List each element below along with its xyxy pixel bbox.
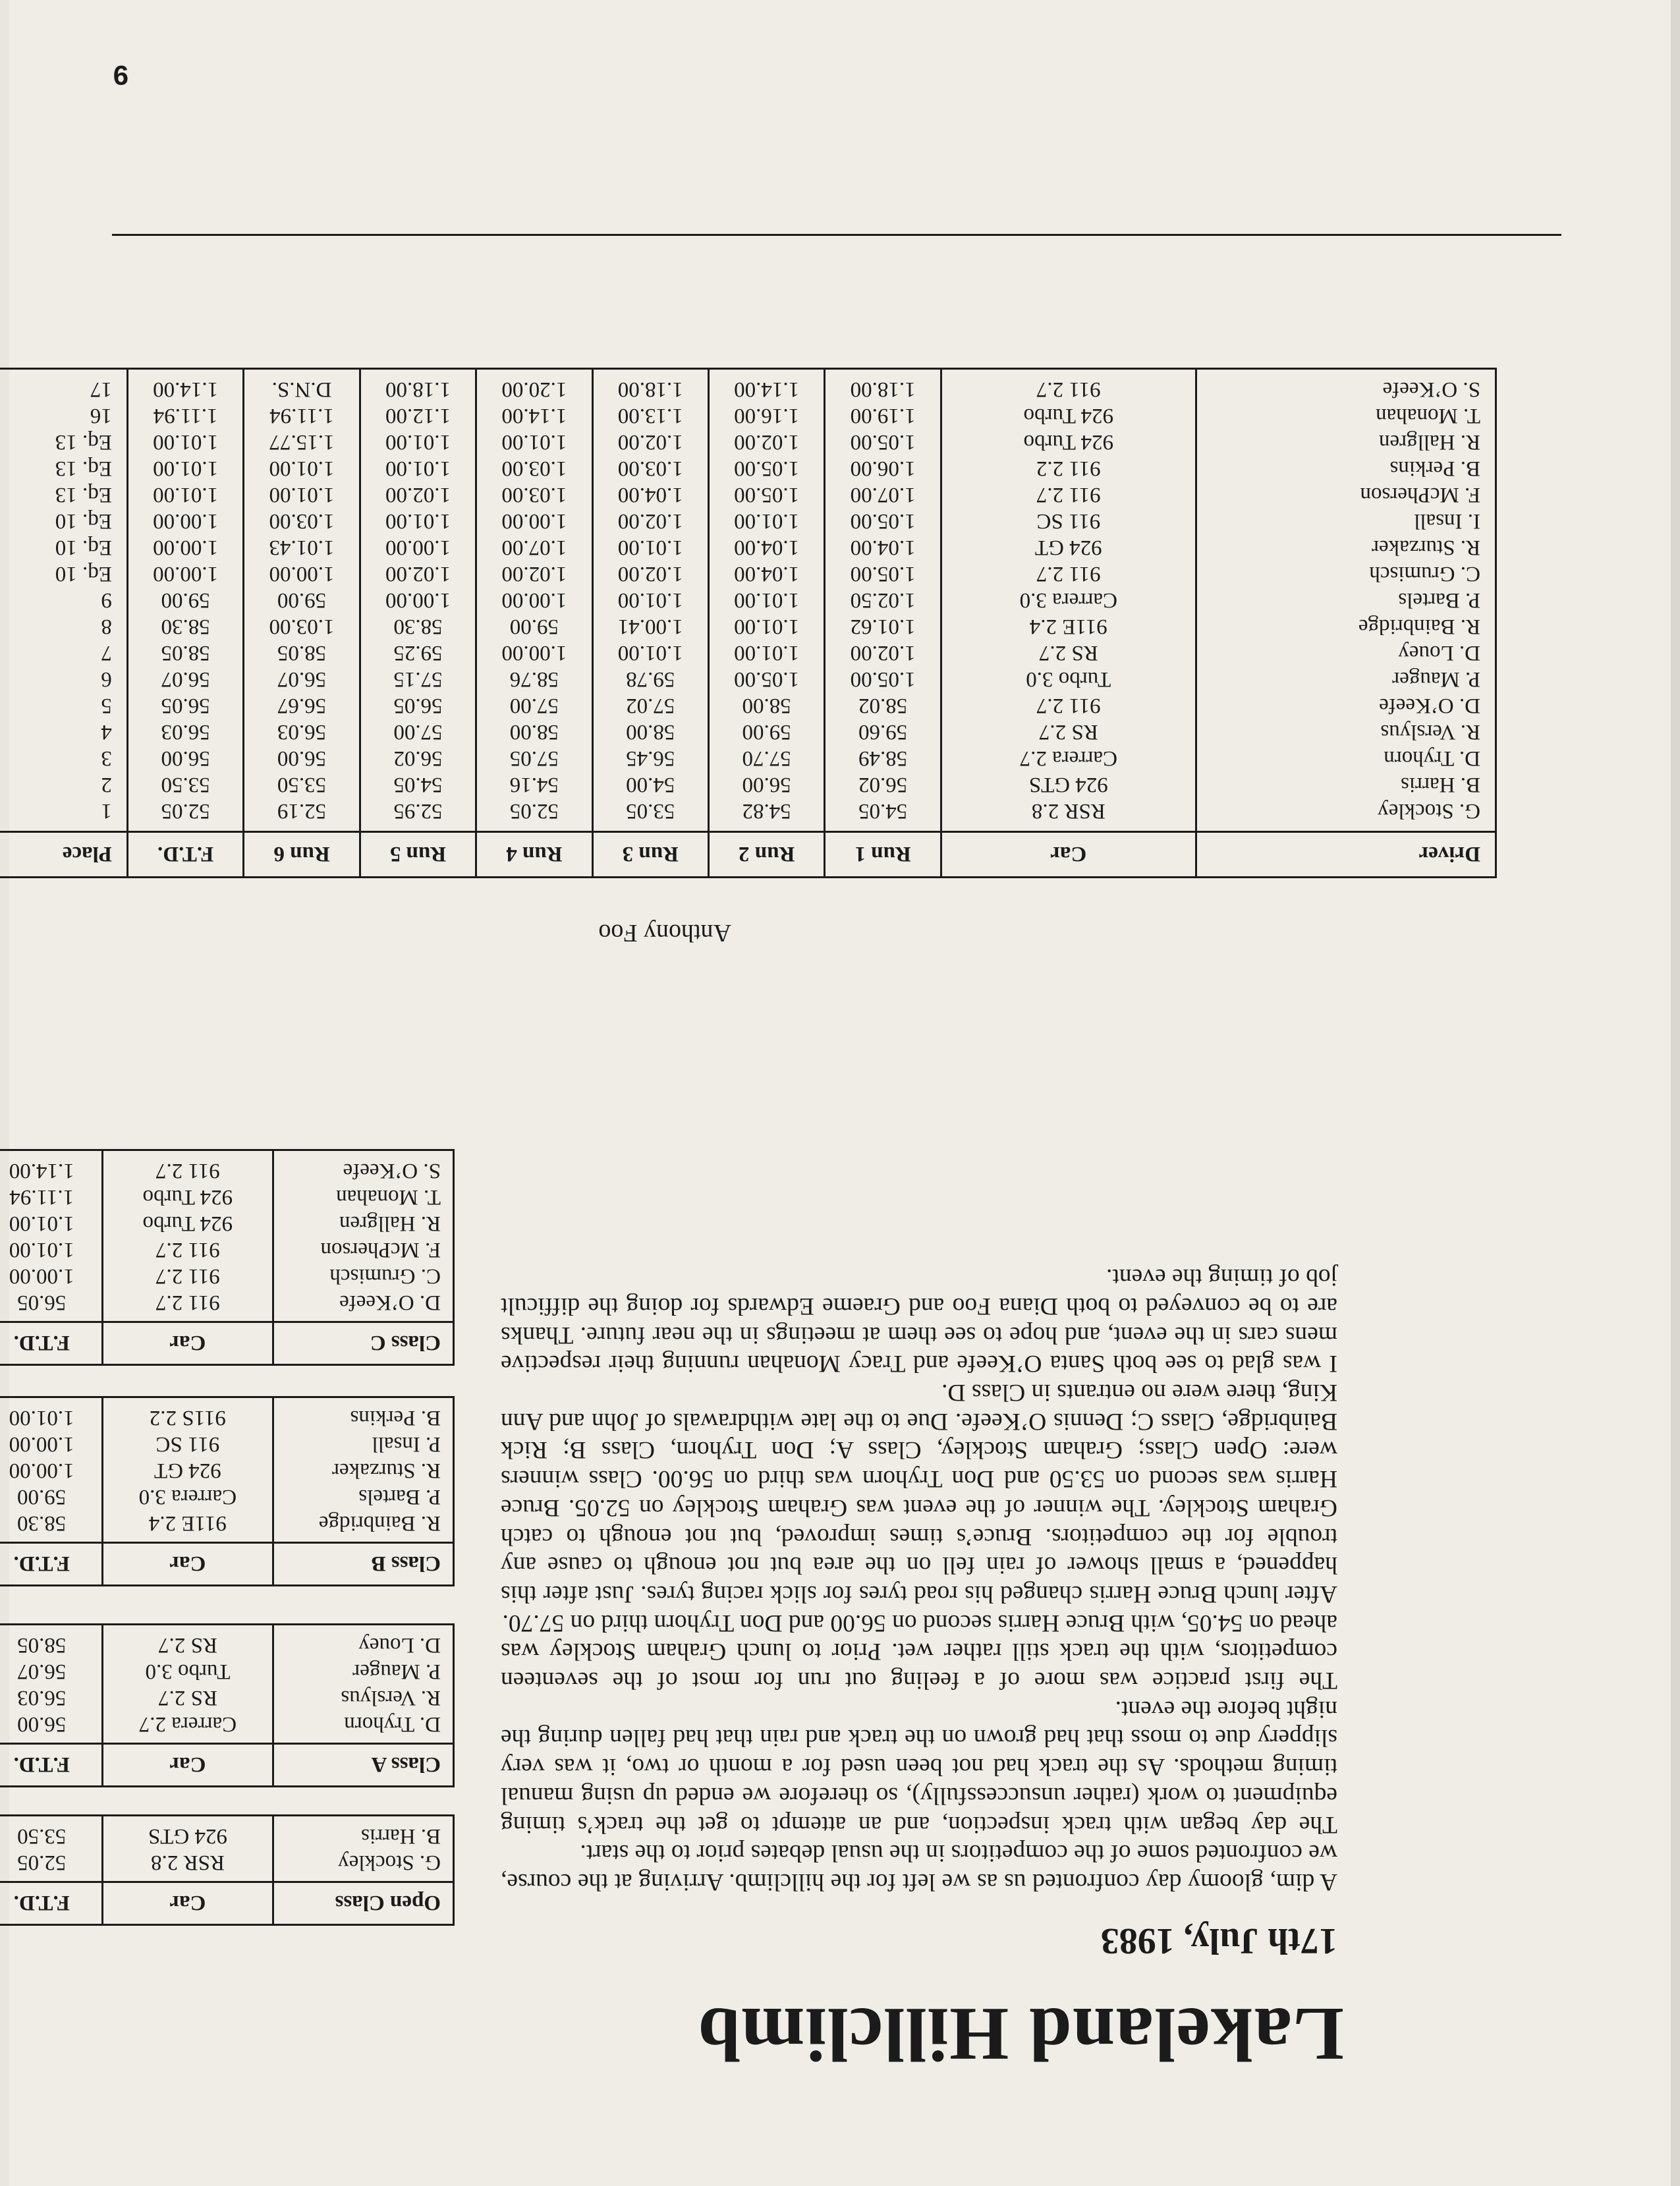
table-cell: RS 2.7 [102, 1685, 273, 1711]
table-cell: 1.01.00 [0, 1397, 102, 1432]
table-cell: 1.01.00 [360, 455, 476, 482]
table-cell: Turbo 3.0 [102, 1658, 273, 1685]
table-cell: 52.05 [0, 1849, 103, 1882]
table-cell: 1.03.00 [244, 613, 360, 640]
table-cell: 1.01.00 [244, 482, 360, 508]
table-cell: 9 [0, 587, 127, 613]
table-cell: 1.07.00 [476, 534, 592, 561]
table-cell: 56.00 [0, 1711, 102, 1744]
table-cell: Eq. 10 [0, 534, 127, 561]
column-header: Class A [273, 1744, 453, 1787]
table-cell: 911 2.7 [102, 1237, 273, 1263]
table-row [0, 1150, 454, 1185]
table-cell: 57.05 [476, 745, 592, 771]
table-row [0, 1210, 454, 1237]
table-cell: 911 2.7 [102, 1289, 273, 1322]
table-cell: G. Stockley [1378, 799, 1480, 823]
page-number: 9 [113, 60, 128, 91]
table-cell: 911 2.7 [102, 1263, 273, 1289]
table-cell: 911 2.2 [941, 455, 1196, 482]
table-cell: 59.00 [476, 613, 592, 640]
table-cell: 56.05 [360, 692, 476, 719]
column-header: Car [102, 1322, 273, 1365]
table-cell: 1.12.00 [360, 403, 476, 429]
table-cell: 1.01.00 [127, 482, 243, 508]
table-cell: 1.11.94 [244, 403, 360, 429]
table-cell: Carrera 2.7 [941, 745, 1196, 771]
table-cell: 56.02 [360, 745, 476, 771]
table-cell: Carrera 2.7 [102, 1711, 273, 1744]
article-body [501, 1263, 1337, 1896]
table-row [0, 1685, 454, 1711]
table-cell: R. Hallgren [1379, 430, 1480, 454]
table-cell: 1.00.00 [0, 1263, 102, 1289]
table-cell: 1.16.00 [708, 403, 824, 429]
table-cell: 1.05.00 [708, 455, 824, 482]
column-header: Place [0, 832, 127, 878]
column-header: Run 6 [244, 832, 360, 878]
table-cell: R. Verslyus [1380, 720, 1480, 744]
table-row [0, 771, 1496, 798]
table-cell: 56.00 [244, 745, 360, 771]
table-cell: C. Grumisch [1369, 562, 1480, 586]
table-row [0, 1397, 454, 1432]
table-row [0, 745, 1496, 771]
table-cell: R. Bainbridge [318, 1511, 441, 1535]
table-cell: 911 2.7 [102, 1150, 273, 1185]
table-header-row [0, 832, 1496, 878]
article-paragraph: The day began with track inspection, and an attempt to get the track’s timing equipment to work (rather unsuccessfully), so therefore we ended up using manual timing methods. As the track had not been used for a month or two, it was very slippery due to moss that had grown on the track and rain that had fallen during the night before the event. [501, 1695, 1337, 1838]
table-cell: T. Monahan [336, 1185, 441, 1209]
table-cell: 1.02.00 [592, 508, 708, 534]
table-row [0, 482, 1496, 508]
table-cell: 1.01.62 [825, 613, 941, 640]
column-header: Class B [273, 1543, 453, 1586]
table-cell: 1.00.00 [360, 534, 476, 561]
table-row [0, 369, 1496, 403]
table-cell: B. Harris [361, 1824, 441, 1848]
table-cell: 1.05.00 [825, 429, 941, 455]
table-row [0, 508, 1496, 534]
table-cell: 1.02.00 [708, 429, 824, 455]
table-cell: D. O’Keefe [1379, 694, 1480, 717]
table-cell: 1.00.00 [476, 587, 592, 613]
table-cell: 1.14.00 [708, 369, 824, 403]
table-header-row [0, 1744, 454, 1787]
table-cell: 1.18.00 [360, 369, 476, 403]
table-cell: S. O’Keefe [1382, 378, 1480, 401]
table-cell: 1.14.00 [476, 403, 592, 429]
table-cell: 58.00 [708, 692, 824, 719]
table-cell: 58.49 [825, 745, 941, 771]
table-cell: 1.02.00 [476, 561, 592, 587]
table-cell: 1.05.00 [825, 666, 941, 692]
table-cell: 56.00 [127, 745, 243, 771]
table-cell: 56.03 [0, 1685, 102, 1711]
table-cell: 52.05 [476, 798, 592, 832]
column-header: Run 4 [476, 832, 592, 878]
table-cell: R. Sturzaker [1372, 536, 1480, 559]
table-cell: 2 [0, 771, 127, 798]
table-cell: R. Bainbridge [1358, 615, 1480, 638]
table-cell: 924 Turbo [941, 403, 1196, 429]
table-cell: 1.18.00 [592, 369, 708, 403]
class-a-table [0, 1623, 455, 1787]
table-row [0, 1431, 454, 1457]
column-header: Run 3 [592, 832, 708, 878]
table-cell: 59.25 [360, 640, 476, 666]
table-cell: S. O’Keefe [343, 1159, 441, 1183]
table-cell: 1.03.00 [592, 455, 708, 482]
table-cell: I. Insall [1414, 509, 1480, 533]
event-date: 17th July, 1983 [1100, 1920, 1337, 1961]
table-cell: 911S 2.2 [102, 1397, 273, 1432]
table-header-row [0, 1322, 454, 1365]
table-cell: 1.04.00 [708, 534, 824, 561]
column-header: Car [941, 832, 1196, 878]
table-row [0, 1184, 454, 1210]
table-cell: RS 2.7 [941, 640, 1196, 666]
table-row [0, 692, 1496, 719]
table-row [0, 798, 1496, 832]
table-cell: RSR 2.8 [103, 1849, 273, 1882]
table-cell: 1.05.00 [825, 561, 941, 587]
table-cell: 58.30 [360, 613, 476, 640]
table-cell: 56.45 [592, 745, 708, 771]
table-cell: F. McPherson [320, 1238, 441, 1262]
table-cell: 1.11.94 [127, 403, 243, 429]
table-cell: 1.02.00 [825, 640, 941, 666]
column-header: Car [102, 1543, 273, 1586]
table-cell: 56.07 [0, 1658, 102, 1685]
article-paragraph: The first practice was more of a feeling out run for most of the seventeen competitors, with the track still rather wet. Prior to lunch Graham Stockley was ahead on 54.05, with Bruce Harris second on 56.00 and Don Tryhorn third on 57.70. [501, 1609, 1337, 1695]
table-cell: Turbo 3.0 [941, 666, 1196, 692]
table-cell: 924 GT [941, 534, 1196, 561]
table-cell: 1.19.00 [825, 403, 941, 429]
table-cell: 1.02.00 [360, 482, 476, 508]
table-cell: 57.00 [476, 692, 592, 719]
table-row [0, 561, 1496, 587]
table-cell: 54.05 [360, 771, 476, 798]
column-header: Open Class [273, 1882, 453, 1925]
column-header: Class C [273, 1322, 453, 1365]
table-cell: 1.15.77 [244, 429, 360, 455]
author-signature: Anthony Foo [598, 919, 731, 947]
table-cell: Eq. 13 [0, 455, 127, 482]
table-cell: 1.01.00 [708, 640, 824, 666]
table-cell: 924 Turbo [102, 1184, 273, 1210]
table-cell: 54.05 [825, 798, 941, 832]
table-row [0, 613, 1496, 640]
table-cell: P. Bartels [1398, 588, 1480, 612]
table-cell: 1.02.00 [360, 561, 476, 587]
table-cell: 1.01.00 [0, 1237, 102, 1263]
table-cell: Eq. 13 [0, 482, 127, 508]
table-cell: 1.14.00 [0, 1150, 102, 1185]
table-cell: 924 GT [102, 1457, 273, 1484]
table-cell: 58.05 [0, 1625, 102, 1659]
column-header: F.T.D. [0, 1882, 103, 1925]
table-cell: 1.18.00 [825, 369, 941, 403]
table-cell: C. Grumisch [329, 1264, 441, 1288]
table-cell: 924 GTS [941, 771, 1196, 798]
table-cell: 1.00.00 [360, 587, 476, 613]
table-cell: 17 [0, 369, 127, 403]
table-row [0, 1237, 454, 1263]
table-row [0, 1849, 454, 1882]
column-header: F.T.D. [0, 1543, 102, 1586]
table-cell: B. Perkins [350, 1406, 441, 1430]
table-row [0, 534, 1496, 561]
table-row [0, 1658, 454, 1685]
table-cell: 1.02.50 [825, 587, 941, 613]
table-cell: RSR 2.8 [941, 798, 1196, 832]
table-cell: 58.76 [476, 666, 592, 692]
table-cell: 911 2.7 [941, 561, 1196, 587]
table-cell: RS 2.7 [941, 719, 1196, 745]
table-cell: 1.02.00 [592, 561, 708, 587]
page-title: Lakeland Hillclimb [697, 1992, 1344, 2076]
table-cell: 911 2.7 [941, 369, 1196, 403]
scan-edge-left [1671, 0, 1680, 2186]
table-cell: 52.19 [244, 798, 360, 832]
table-cell: 53.50 [0, 1816, 103, 1850]
table-cell: 924 Turbo [102, 1210, 273, 1237]
table-row [0, 1625, 454, 1659]
open-class-table [0, 1814, 455, 1926]
column-header: Car [102, 1744, 273, 1787]
table-cell: 56.07 [127, 666, 243, 692]
column-header: F.T.D. [127, 832, 243, 878]
table-cell: 58.00 [592, 719, 708, 745]
table-cell: 1.01.00 [244, 455, 360, 482]
table-cell: 1.00.00 [476, 640, 592, 666]
table-cell: 1.05.00 [708, 666, 824, 692]
table-cell: 52.95 [360, 798, 476, 832]
table-cell: 58.02 [825, 692, 941, 719]
table-cell: 1.01.00 [592, 640, 708, 666]
table-cell: 1.11.94 [0, 1184, 102, 1210]
table-cell: 58.30 [127, 613, 243, 640]
table-cell: 59.78 [592, 666, 708, 692]
table-cell: 1.01.00 [127, 429, 243, 455]
table-cell: G. Stockley [338, 1851, 441, 1874]
table-cell: 59.00 [244, 587, 360, 613]
table-cell: 56.03 [127, 719, 243, 745]
table-cell: 911 2.7 [941, 692, 1196, 719]
table-cell: 1.01.00 [360, 429, 476, 455]
table-cell: 57.02 [592, 692, 708, 719]
table-cell: 52.05 [127, 798, 243, 832]
table-cell: 59.60 [825, 719, 941, 745]
table-cell: Eq. 10 [0, 508, 127, 534]
table-cell: 1.05.00 [825, 508, 941, 534]
table-cell: 1.05.00 [708, 482, 824, 508]
table-row [0, 1457, 454, 1484]
column-header: Run 5 [360, 832, 476, 878]
table-cell: 1.00.00 [0, 1431, 102, 1457]
table-cell: 53.05 [592, 798, 708, 832]
table-cell: 59.00 [708, 719, 824, 745]
table-cell: 911E 2.4 [102, 1510, 273, 1543]
table-cell: P. Bartels [358, 1485, 441, 1509]
table-cell: P. Mauger [352, 1660, 441, 1683]
table-row [0, 1510, 454, 1543]
table-cell: 1.00.41 [592, 613, 708, 640]
table-cell: 1.07.00 [825, 482, 941, 508]
table-cell: 54.00 [592, 771, 708, 798]
table-cell: 1.13.00 [592, 403, 708, 429]
table-cell: 1.01.00 [592, 534, 708, 561]
table-cell: 1.04.00 [592, 482, 708, 508]
table-cell: 56.07 [244, 666, 360, 692]
table-cell: P. Insall [372, 1432, 441, 1456]
table-cell: Carrera 3.0 [941, 587, 1196, 613]
table-cell: 1 [0, 798, 127, 832]
table-row [0, 719, 1496, 745]
table-cell: 1.01.00 [360, 508, 476, 534]
table-cell: 53.50 [127, 771, 243, 798]
table-row [0, 403, 1496, 429]
table-cell: 1.01.00 [708, 613, 824, 640]
table-cell: 1.01.00 [127, 455, 243, 482]
class-c-table [0, 1149, 455, 1366]
table-cell: 58.05 [244, 640, 360, 666]
table-header-row [0, 1543, 454, 1586]
table-row [0, 640, 1496, 666]
table-cell: 1.01.00 [708, 508, 824, 534]
table-cell: D. Tryhorn [1384, 746, 1480, 770]
table-cell: 1.00.00 [127, 508, 243, 534]
table-row [0, 455, 1496, 482]
overall-results-table [0, 368, 1497, 878]
table-cell: 57.15 [360, 666, 476, 692]
table-cell: R. Verslyus [341, 1686, 441, 1710]
column-header: Run 1 [825, 832, 941, 878]
table-cell: T. Monahan [1376, 404, 1480, 428]
table-cell: 1.01.00 [476, 429, 592, 455]
column-header: F.T.D. [0, 1322, 102, 1365]
table-cell: Eq. 13 [0, 429, 127, 455]
table-cell: D. Louey [358, 1633, 441, 1657]
table-cell: 924 Turbo [941, 429, 1196, 455]
table-cell: D. O’Keefe [339, 1291, 441, 1314]
table-cell: R. Hallgren [339, 1212, 441, 1235]
table-cell: 59.00 [0, 1484, 102, 1510]
horizontal-rule [112, 234, 1561, 236]
table-cell: 56.67 [244, 692, 360, 719]
table-cell: 1.14.00 [127, 369, 243, 403]
table-cell: 911 SC [941, 508, 1196, 534]
table-cell: RS 2.7 [102, 1625, 273, 1659]
table-row [0, 587, 1496, 613]
table-cell: D.N.S. [244, 369, 360, 403]
class-b-table [0, 1396, 455, 1586]
table-row [0, 666, 1496, 692]
table-cell: 53.50 [244, 771, 360, 798]
table-cell: 1.00.00 [244, 561, 360, 587]
table-cell: Carrera 3.0 [102, 1484, 273, 1510]
table-cell: 1.01.00 [0, 1210, 102, 1237]
table-cell: 1.20.00 [476, 369, 592, 403]
column-header: F.T.D. [0, 1744, 102, 1787]
table-cell: 56.05 [127, 692, 243, 719]
table-cell: D. Louey [1398, 641, 1480, 665]
table-cell: 1.02.00 [592, 429, 708, 455]
table-cell: 54.82 [708, 798, 824, 832]
article-paragraph: A dim, gloomy day confronted us as we left for the hillclimb. Arriving at the course, we confronted some of the competitors in the usual debates prior to the start. [501, 1839, 1337, 1895]
column-header: Driver [1196, 832, 1496, 878]
table-cell: 1.03.00 [244, 508, 360, 534]
table-cell: 911 2.7 [941, 482, 1196, 508]
table-cell: P. Mauger [1392, 667, 1480, 691]
table-cell: R. Sturzaker [332, 1459, 441, 1482]
table-cell: 7 [0, 640, 127, 666]
table-cell: 3 [0, 745, 127, 771]
table-cell: 58.30 [0, 1510, 102, 1543]
table-cell: 911E 2.4 [941, 613, 1196, 640]
table-cell: 56.00 [708, 771, 824, 798]
column-header: Car [103, 1882, 273, 1925]
table-cell: 8 [0, 613, 127, 640]
table-cell: 1.01.00 [708, 587, 824, 613]
table-cell: D. Tryhorn [344, 1712, 441, 1736]
table-cell: 911 SC [102, 1431, 273, 1457]
article-paragraph: I was glad to see both Santa O’Keefe and Tracy Monahan running their respective mens cars in the event, and hope to see them at meetings in the near future. Thanks are to be conveyed to both Diana Foo and Graeme Edwards for doing the difficult job of timing the event. [501, 1264, 1337, 1378]
table-cell: 5 [0, 692, 127, 719]
table-cell: 1.03.00 [476, 455, 592, 482]
table-cell: 1.00.00 [476, 508, 592, 534]
article-paragraph: After lunch Bruce Harris changed his road tyres for slick racing tyres. Just after this happened, a small shower of rain fell on the area but not enough to cause any trouble for the competitors. Bruce’s times improved, but not enough to catch Graham Stockley. The winner of the event was Graham Stockley on 52.05. Bruce Harris was second on 53.50 and Don Tryhorn was third on 56.00. Class winners were: Open Class; Graham Stockley, Class A; Don Tryhorn, Class B; Rick Bainbridge, Class C; Dennis O’Keefe. Due to the late withdrawals of John and Ann King, there were no entrants in Class D. [501, 1379, 1337, 1608]
table-row [0, 1816, 454, 1850]
table-header-row [0, 1882, 454, 1925]
table-cell: 1.04.00 [825, 534, 941, 561]
table-cell: Eq. 10 [0, 561, 127, 587]
table-cell: 924 GTS [103, 1816, 273, 1850]
table-cell: 54.16 [476, 771, 592, 798]
table-cell: 1.01.00 [592, 587, 708, 613]
table-cell: 58.00 [476, 719, 592, 745]
table-row [0, 1263, 454, 1289]
table-row [0, 429, 1496, 455]
table-cell: B. Harris [1401, 773, 1480, 797]
table-cell: 56.03 [244, 719, 360, 745]
table-cell: 4 [0, 719, 127, 745]
table-cell: 1.04.00 [708, 561, 824, 587]
table-cell: 56.05 [0, 1289, 102, 1322]
table-row [0, 1711, 454, 1744]
table-cell: 1.00.00 [0, 1457, 102, 1484]
table-cell: B. Perkins [1389, 457, 1480, 480]
table-cell: 1.00.00 [127, 561, 243, 587]
table-cell: 58.05 [127, 640, 243, 666]
table-cell: 6 [0, 666, 127, 692]
table-cell: 1.03.00 [476, 482, 592, 508]
table-row [0, 1484, 454, 1510]
table-cell: 16 [0, 403, 127, 429]
table-cell: 1.00.00 [127, 534, 243, 561]
table-cell: F. McPherson [1360, 483, 1480, 507]
table-cell: 59.00 [127, 587, 243, 613]
table-cell: 57.00 [360, 719, 476, 745]
table-row [0, 1289, 454, 1322]
table-cell: 56.02 [825, 771, 941, 798]
table-cell: 1.01.43 [244, 534, 360, 561]
table-cell: 1.06.00 [825, 455, 941, 482]
table-cell: 57.70 [708, 745, 824, 771]
column-header: Run 2 [708, 832, 824, 878]
